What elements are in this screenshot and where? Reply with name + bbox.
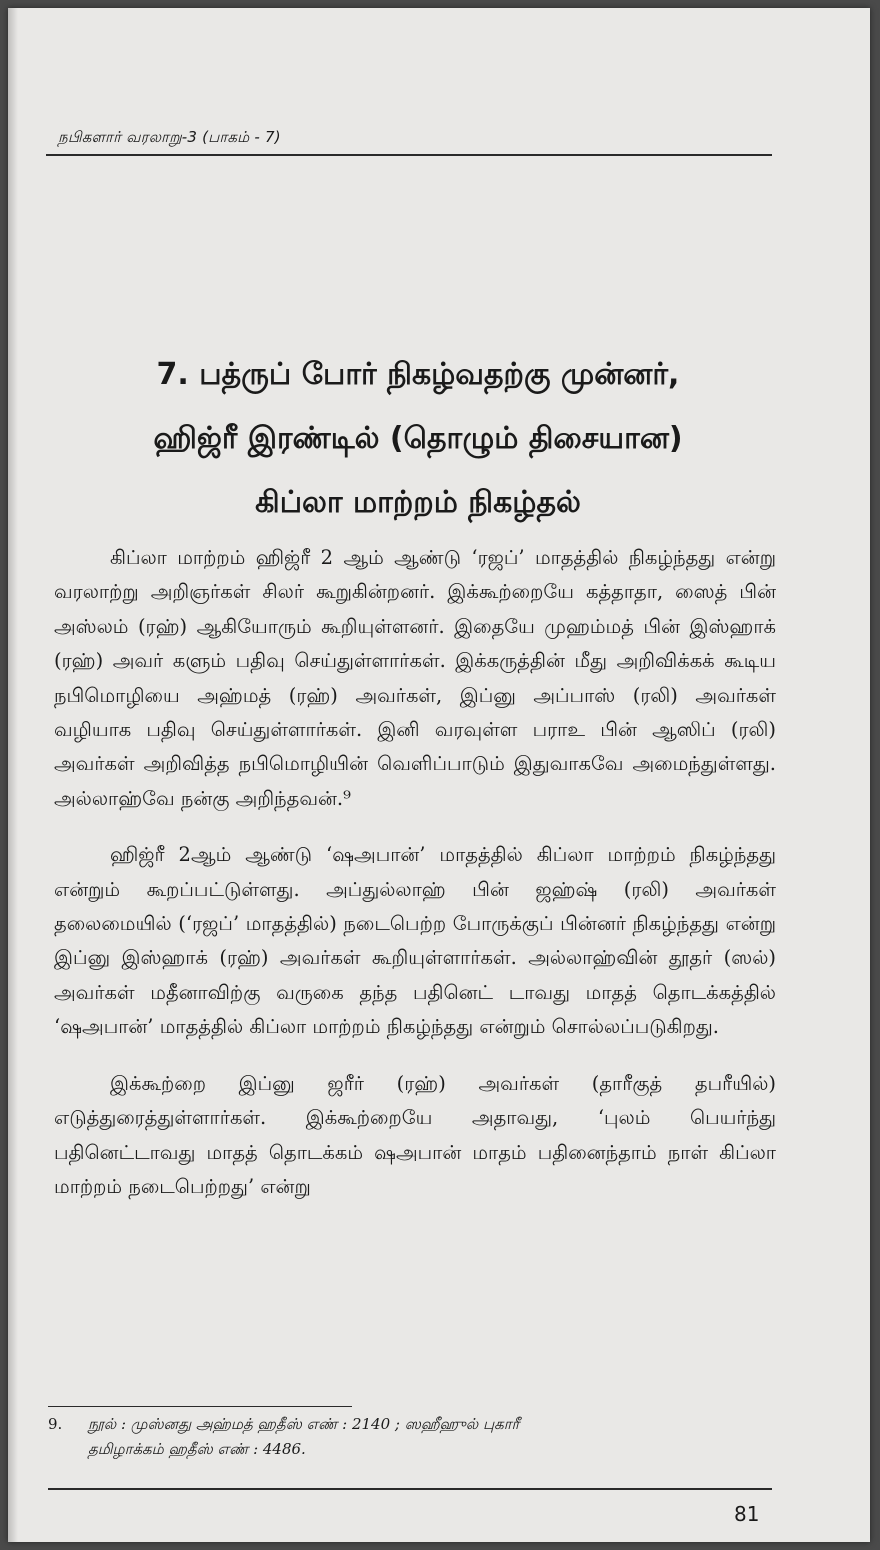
paragraph-1: கிப்லா மாற்றம் ஹிஜ்ரீ 2 ஆம் ஆண்டு ‘ரஜப்’ மாதத்தில் நிகழ்ந்தது என்று வரலாற்று அறிஞர்கள் சிலர் கூறுகின்றனர். இக்கூற்றையே கத்தாதா, ஸைத் பின் அஸ்லம் (ரஹ்) ஆகியோரும் கூறியுள்ளனர். இதையே முஹம்மத் பின் இஸ்ஹாக் (ரஹ்) அவர் களும் பதிவு செய்துள்ளார்கள். இக்கருத்தின் மீது அறிவிக்கக் கூடிய நபிமொழியை அஹ்மத் (ரஹ்) அவர்கள், இப்னு அப்பாஸ் (ரலி) அவர்கள் வழியாக பதிவு செய்துள்ளார்கள். இனி வரவுள்ள பராஉ பின் ஆஸிப் (ரலி) அவர்கள் அறிவித்த நபிமொழியின் வெளிப்பாடும் இதுவாகவே அமைந்துள்ளது. அல்லாஹ்வே நன்கு அறிந்தவன்.⁹ [54, 546, 776, 810]
paragraph-2: ஹிஜ்ரீ 2ஆம் ஆண்டு ‘ஷஅபான்’ மாதத்தில் கிப்லா மாற்றம் நிகழ்ந்தது என்றும் கூறப்பட்டுள்ளது. அப்துல்லாஹ் பின் ஜஹ்ஷ் (ரலி) அவர்கள் தலைமையில் (‘ரஜப்’ மாதத்தில்) நடைபெற்ற போருக்குப் பின்னர் நிகழ்ந்தது என்று இப்னு இஸ்ஹாக் (ரஹ்) அவர்கள் கூறியுள்ளார்கள். அல்லாஹ்வின் தூதர் (ஸல்) அவர்கள் மதீனாவிற்கு வருகை தந்த பதினெட் டாவது மாதத் தொடக்கத்தில் ‘ஷஅபான்’ மாதத்தில் கிப்லா மாற்றம் நிகழ்ந்தது என்றும் சொல்லப்படுகிறது. [54, 843, 776, 1039]
running-header: நபிகளார் வரலாறு-3 (பாகம் - 7) [58, 128, 281, 146]
chapter-title-line-3: கிப்லா மாற்றம் நிகழ்தல் [255, 485, 581, 520]
chapter-title-line-2: ஹிஜ்ரீ இரண்டில் (தொழும் திசையான) [153, 421, 683, 456]
footnote-rule [48, 1406, 352, 1407]
footnote-line-2: தமிழாக்கம் ஹதீஸ் எண் : 4486. [88, 1440, 306, 1458]
chapter-title-line-1: 7. பத்ருப் போர் நிகழ்வதற்கு முன்னர், [156, 357, 680, 392]
body-text [54, 541, 776, 1226]
footer-rule [48, 1488, 772, 1490]
footnote-line-1: நூல் : முஸ்னது அஹ்மத் ஹதீஸ் எண் : 2140 ; ஸஹீஹுல் புகாரீ [88, 1415, 520, 1433]
footnote [48, 1412, 778, 1462]
footnote-number: 9. [48, 1415, 63, 1433]
header-rule [46, 154, 772, 156]
book-page [8, 8, 870, 1542]
paragraph-3: இக்கூற்றை இப்னு ஜரீர் (ரஹ்) அவர்கள் (தாரீகுத் தபரீயில்) எடுத்துரைத்துள்ளார்கள். இக்கூற்றையே அதாவது, ‘புலம் பெயர்ந்து பதினெட்டாவது மாதத் தொடக்கம் ஷஅபான் மாதம் பதினைந்தாம் நாள் கிப்லா மாற்றம் நடைபெற்றது’ என்று [54, 1071, 776, 1198]
page-number: 81 [734, 1502, 760, 1526]
chapter-title [48, 343, 788, 535]
